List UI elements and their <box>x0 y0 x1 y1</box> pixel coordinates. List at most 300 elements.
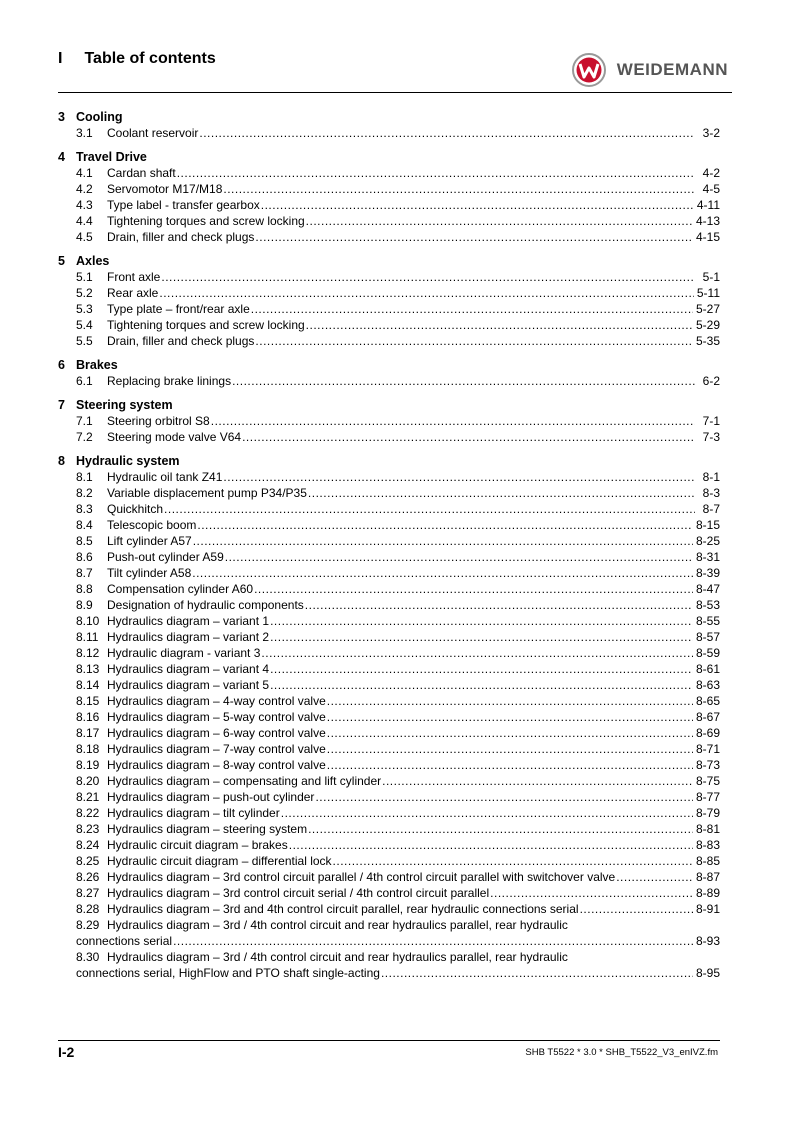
entry-body <box>107 269 720 285</box>
entry-line-2 <box>58 965 720 981</box>
toc-entry[interactable] <box>58 565 720 581</box>
page-header <box>58 48 728 92</box>
entry-body <box>107 501 720 517</box>
entry-page: 8-91 <box>695 902 720 916</box>
chapter-title: Cooling <box>76 110 123 124</box>
entry-number: 8.20 <box>76 774 100 788</box>
entry-number: 4.3 <box>76 198 93 212</box>
entry-number: 8.6 <box>76 550 93 564</box>
dot-leader <box>199 125 695 141</box>
entry-title: Steering orbitrol S8 <box>107 414 210 428</box>
entry-page: 3-2 <box>702 126 720 140</box>
entry-title: Designation of hydraulic components <box>107 598 304 612</box>
dot-leader <box>159 285 694 301</box>
entry-page: 8-1 <box>702 470 720 484</box>
entry-body <box>107 661 720 677</box>
entry-body <box>107 773 720 789</box>
toc-entry[interactable] <box>58 229 720 245</box>
document-id: SHB T5522 * 3.0 * SHB_T5522_V3_enIVZ.fm <box>525 1047 718 1058</box>
entry-title: Hydraulic diagram - variant 3 <box>107 646 261 660</box>
entry-page: 5-35 <box>695 334 720 348</box>
entry-number: 8.27 <box>76 886 100 900</box>
entry-body <box>107 805 720 821</box>
chapter-heading[interactable] <box>58 397 720 413</box>
entry-title: Hydraulics diagram – variant 2 <box>107 630 270 644</box>
entry-body <box>107 165 720 181</box>
entry-body <box>107 517 720 533</box>
toc-entry[interactable] <box>58 373 720 389</box>
section-letter: I <box>58 50 63 67</box>
toc-chapter <box>58 149 720 245</box>
toc-entry[interactable] <box>58 213 720 229</box>
toc-entry[interactable] <box>58 429 720 445</box>
entry-line-1 <box>58 917 720 933</box>
entry-number: 5.4 <box>76 318 93 332</box>
toc-entry[interactable] <box>58 181 720 197</box>
toc-entry[interactable] <box>58 869 720 885</box>
entry-title: Hydraulics diagram – steering system <box>107 822 308 836</box>
entry-number: 8.30 <box>76 950 100 964</box>
chapter-number: 7 <box>58 398 65 412</box>
entry-title: Coolant reservoir <box>107 126 199 140</box>
entry-page: 8-85 <box>695 854 720 868</box>
entry-title: Cardan shaft <box>107 166 176 180</box>
toc-entry[interactable] <box>58 837 720 853</box>
toc-entry[interactable] <box>58 661 720 677</box>
entry-number: 8.24 <box>76 838 100 852</box>
entry-page: 8-47 <box>695 582 720 596</box>
entry-page: 5-29 <box>695 318 720 332</box>
entry-title: Hydraulics diagram – 6-way control valve <box>107 726 326 740</box>
entry-number: 8.13 <box>76 662 100 676</box>
entry-body <box>107 869 720 885</box>
entry-page: 8-79 <box>695 806 720 820</box>
entry-page: 8-73 <box>695 758 720 772</box>
dot-leader <box>225 549 693 565</box>
entry-title: Servomotor M17/M18 <box>107 182 223 196</box>
dot-leader <box>580 901 693 917</box>
entry-body <box>107 741 720 757</box>
entry-number: 8.2 <box>76 486 93 500</box>
entry-body <box>107 197 720 213</box>
entry-title: Drain, filler and check plugs <box>107 230 255 244</box>
entry-page: 8-39 <box>695 566 720 580</box>
entry-body <box>76 965 720 981</box>
toc-entry[interactable] <box>58 885 720 901</box>
toc-entry[interactable] <box>58 613 720 629</box>
dot-leader <box>327 709 693 725</box>
dot-leader <box>281 805 693 821</box>
entry-body <box>107 317 720 333</box>
entry-page: 8-59 <box>695 646 720 660</box>
weidemann-logo <box>571 52 728 88</box>
entry-number: 6.1 <box>76 374 93 388</box>
toc-entry[interactable] <box>58 741 720 757</box>
entry-body <box>107 725 720 741</box>
entry-body <box>107 597 720 613</box>
toc-entry[interactable] <box>58 805 720 821</box>
page-number: I-2 <box>58 1044 75 1060</box>
entry-number: 8.15 <box>76 694 100 708</box>
entry-title: Type label - transfer gearbox <box>107 198 260 212</box>
entry-number: 8.19 <box>76 758 100 772</box>
entry-page: 8-65 <box>695 694 720 708</box>
dot-leader <box>261 197 694 213</box>
toc-entry[interactable] <box>58 709 720 725</box>
chapter-heading[interactable] <box>58 109 720 125</box>
dot-leader <box>306 317 693 333</box>
entry-title-line-1: Hydraulics diagram – 3rd / 4th control circuit and rear hydraulics parallel, rear hydraulic <box>107 950 568 964</box>
entry-title: Hydraulics diagram – 8-way control valve <box>107 758 326 772</box>
entry-body <box>107 413 720 429</box>
dot-leader <box>270 613 693 629</box>
toc-entry[interactable] <box>58 693 720 709</box>
entry-page: 8-87 <box>695 870 720 884</box>
entry-title: Hydraulics diagram – 5-way control valve <box>107 710 326 724</box>
entry-number: 8.14 <box>76 678 100 692</box>
toc-entry[interactable] <box>58 413 720 429</box>
entry-page: 8-55 <box>695 614 720 628</box>
entry-number: 8.4 <box>76 518 93 532</box>
entry-number: 8.21 <box>76 790 100 804</box>
entry-body <box>107 885 720 901</box>
toc-entry[interactable] <box>58 285 720 301</box>
footer-rule <box>58 1040 720 1041</box>
entry-number: 8.9 <box>76 598 93 612</box>
entry-number: 8.17 <box>76 726 100 740</box>
toc-entry[interactable] <box>58 301 720 317</box>
toc-entry[interactable] <box>58 501 720 517</box>
entry-number: 8.25 <box>76 854 100 868</box>
entry-number: 8.12 <box>76 646 100 660</box>
entry-body <box>107 285 720 301</box>
entry-number: 8.11 <box>76 630 99 644</box>
chapter-heading[interactable] <box>58 149 720 165</box>
entry-number: 4.4 <box>76 214 93 228</box>
toc-entry[interactable] <box>58 333 720 349</box>
chapter-number: 4 <box>58 150 65 164</box>
entry-title: Hydraulics diagram – 4-way control valve <box>107 694 326 708</box>
entry-page: 5-11 <box>696 286 720 300</box>
entry-title: Hydraulic circuit diagram – brakes <box>107 838 288 852</box>
entry-page: 4-13 <box>695 214 720 228</box>
entry-title: Hydraulics diagram – compensating and lift cylinder <box>107 774 382 788</box>
dot-leader <box>193 533 693 549</box>
entry-title: Hydraulics diagram – 3rd control circuit parallel / 4th control circuit parallel with switchover valve <box>107 870 616 884</box>
dot-leader <box>490 885 693 901</box>
title-text: Table of contents <box>84 50 216 67</box>
toc-entry[interactable] <box>58 645 720 661</box>
toc-entry[interactable] <box>58 269 720 285</box>
entry-page: 8-69 <box>695 726 720 740</box>
entry-title: Tightening torques and screw locking <box>107 214 305 228</box>
dot-leader <box>223 469 695 485</box>
entry-page: 4-5 <box>702 182 720 196</box>
dot-leader <box>315 789 693 805</box>
entry-body <box>107 485 720 501</box>
entry-title: Hydraulic oil tank Z41 <box>107 470 223 484</box>
entry-body <box>107 789 720 805</box>
entry-title: Hydraulics diagram – variant 1 <box>107 614 270 628</box>
toc-entry[interactable] <box>58 789 720 805</box>
entry-number: 4.1 <box>76 166 93 180</box>
entry-body <box>107 901 720 917</box>
entry-body <box>107 333 720 349</box>
entry-title: Hydraulics diagram – 7-way control valve <box>107 742 326 756</box>
dot-leader <box>177 165 695 181</box>
entry-title: Telescopic boom <box>107 518 197 532</box>
entry-number: 4.5 <box>76 230 93 244</box>
dot-leader <box>164 501 695 517</box>
dot-leader <box>270 677 693 693</box>
entry-title: Front axle <box>107 270 161 284</box>
entry-title-line-1: Hydraulics diagram – 3rd / 4th control circuit and rear hydraulics parallel, rear hydraulic <box>107 918 568 932</box>
dot-leader <box>173 933 693 949</box>
entry-title: Rear axle <box>107 286 159 300</box>
entry-page: 8-93 <box>695 934 720 948</box>
dot-leader <box>308 485 695 501</box>
entry-title: Hydraulics diagram – 3rd and 4th control circuit parallel, rear hydraulic connections serial <box>107 902 579 916</box>
toc-chapter <box>58 357 720 389</box>
entry-body <box>107 469 720 485</box>
entry-title: Tilt cylinder A58 <box>107 566 192 580</box>
page-title <box>58 50 216 68</box>
chapter-number: 6 <box>58 358 65 372</box>
entry-title: Push-out cylinder A59 <box>107 550 224 564</box>
entry-number: 8.5 <box>76 534 93 548</box>
entry-title: Hydraulics diagram – variant 5 <box>107 678 270 692</box>
entry-page: 4-2 <box>702 166 720 180</box>
entry-number: 8.23 <box>76 822 100 836</box>
entry-body <box>107 757 720 773</box>
toc-entry[interactable] <box>58 549 720 565</box>
entry-title: Hydraulics diagram – variant 4 <box>107 662 270 676</box>
entry-title: Compensation cylinder A60 <box>107 582 254 596</box>
dot-leader <box>254 581 693 597</box>
toc-entry[interactable] <box>58 853 720 869</box>
chapter-title: Steering system <box>76 398 173 412</box>
chapter-title: Brakes <box>76 358 118 372</box>
toc-entry[interactable] <box>58 677 720 693</box>
toc-entry[interactable] <box>58 317 720 333</box>
entry-title: Hydraulic circuit diagram – differential lock <box>107 854 332 868</box>
toc-entry[interactable] <box>58 469 720 485</box>
entry-page: 8-61 <box>695 662 720 676</box>
entry-page: 4-11 <box>696 198 720 212</box>
entry-page: 8-53 <box>695 598 720 612</box>
toc-chapter <box>58 453 720 981</box>
chapter-number: 8 <box>58 454 65 468</box>
dot-leader <box>327 757 693 773</box>
entry-body <box>107 837 720 853</box>
dot-leader <box>251 301 693 317</box>
toc-entry[interactable] <box>58 517 720 533</box>
dot-leader <box>333 853 693 869</box>
entry-number: 8.8 <box>76 582 93 596</box>
entry-title: Steering mode valve V64 <box>107 430 242 444</box>
entry-body <box>107 853 720 869</box>
table-of-contents <box>58 109 720 989</box>
entry-page: 8-15 <box>695 518 720 532</box>
toc-entry[interactable] <box>58 581 720 597</box>
entry-page: 5-27 <box>695 302 720 316</box>
dot-leader <box>270 629 693 645</box>
entry-body <box>107 565 720 581</box>
toc-entry[interactable] <box>58 485 720 501</box>
dot-leader <box>381 965 693 981</box>
dot-leader <box>327 725 693 741</box>
entry-line-2 <box>58 933 720 949</box>
entry-number: 8.1 <box>76 470 93 484</box>
entry-title: Lift cylinder A57 <box>107 534 192 548</box>
entry-page: 8-75 <box>695 774 720 788</box>
entry-page: 5-1 <box>702 270 720 284</box>
entry-number: 5.1 <box>76 270 93 284</box>
entry-title: Hydraulics diagram – 3rd control circuit serial / 4th control circuit parallel <box>107 886 490 900</box>
dot-leader <box>197 517 693 533</box>
toc-entry[interactable] <box>58 725 720 741</box>
chapter-title: Travel Drive <box>76 150 147 164</box>
entry-page: 8-95 <box>695 966 720 980</box>
toc-entry[interactable] <box>58 629 720 645</box>
entry-body <box>107 581 720 597</box>
toc-entry[interactable] <box>58 821 720 837</box>
toc-entry[interactable] <box>58 165 720 181</box>
entry-title-line-2: connections serial <box>76 934 173 948</box>
entry-body <box>107 373 720 389</box>
dot-leader <box>223 181 695 197</box>
dot-leader <box>327 693 693 709</box>
entry-number: 8.3 <box>76 502 93 516</box>
toc-entry-wrapped[interactable] <box>58 949 720 981</box>
entry-page: 8-83 <box>695 838 720 852</box>
dot-leader <box>270 661 693 677</box>
entry-page: 6-2 <box>702 374 720 388</box>
entry-page: 8-3 <box>702 486 720 500</box>
entry-body <box>107 693 720 709</box>
chapter-heading[interactable] <box>58 253 720 269</box>
toc-chapter <box>58 397 720 445</box>
entry-body <box>107 821 720 837</box>
entry-page: 8-63 <box>695 678 720 692</box>
entry-page: 7-3 <box>702 430 720 444</box>
entry-body <box>107 429 720 445</box>
entry-number: 8.18 <box>76 742 100 756</box>
entry-body <box>107 709 720 725</box>
toc-entry[interactable] <box>58 597 720 613</box>
header-rule <box>58 92 732 93</box>
entry-page: 8-31 <box>695 550 720 564</box>
dot-leader <box>308 821 693 837</box>
entry-body <box>107 213 720 229</box>
entry-title: Tightening torques and screw locking <box>107 318 305 332</box>
entry-line-1 <box>58 949 720 965</box>
entry-page: 8-81 <box>695 822 720 836</box>
entry-title: Hydraulics diagram – tilt cylinder <box>107 806 280 820</box>
entry-title: Quickhitch <box>107 502 164 516</box>
entry-number: 7.1 <box>76 414 93 428</box>
entry-body <box>107 229 720 245</box>
entry-title: Variable displacement pump P34/P35 <box>107 486 307 500</box>
entry-page: 4-15 <box>695 230 720 244</box>
entry-page: 8-77 <box>695 790 720 804</box>
toc-entry[interactable] <box>58 197 720 213</box>
entry-number: 8.29 <box>76 918 100 932</box>
toc-entry[interactable] <box>58 757 720 773</box>
chapter-number: 5 <box>58 254 65 268</box>
toc-entry-wrapped[interactable] <box>58 917 720 949</box>
toc-entry[interactable] <box>58 773 720 789</box>
dot-leader <box>306 213 693 229</box>
dot-leader <box>616 869 693 885</box>
entry-page: 8-71 <box>695 742 720 756</box>
entry-number: 8.10 <box>76 614 100 628</box>
weidemann-logo-icon <box>571 52 607 88</box>
dot-leader <box>255 229 693 245</box>
dot-leader <box>242 429 695 445</box>
chapter-title: Hydraulic system <box>76 454 180 468</box>
chapter-heading[interactable] <box>58 357 720 373</box>
toc-entry[interactable] <box>58 125 720 141</box>
entry-title: Drain, filler and check plugs <box>107 334 255 348</box>
dot-leader <box>261 645 693 661</box>
entry-body <box>107 301 720 317</box>
dot-leader <box>255 333 693 349</box>
toc-chapter <box>58 253 720 349</box>
entry-body <box>76 933 720 949</box>
dot-leader <box>327 741 693 757</box>
entry-number: 7.2 <box>76 430 93 444</box>
entry-number: 8.16 <box>76 710 100 724</box>
entry-body <box>107 645 720 661</box>
entry-title: Type plate – front/rear axle <box>107 302 250 316</box>
toc-chapter <box>58 109 720 141</box>
brand-name: WEIDEMANN <box>616 60 728 79</box>
entry-body <box>107 549 720 565</box>
dot-leader <box>232 373 695 389</box>
entry-body <box>107 629 720 645</box>
dot-leader <box>382 773 693 789</box>
entry-number: 8.22 <box>76 806 100 820</box>
entry-number: 5.3 <box>76 302 93 316</box>
dot-leader <box>289 837 693 853</box>
entry-number: 8.28 <box>76 902 100 916</box>
chapter-title: Axles <box>76 254 110 268</box>
toc-entry[interactable] <box>58 901 720 917</box>
dot-leader <box>305 597 693 613</box>
entry-page: 8-25 <box>695 534 720 548</box>
entry-page: 8-7 <box>702 502 720 516</box>
entry-number: 5.2 <box>76 286 93 300</box>
entry-page: 7-1 <box>702 414 720 428</box>
entry-body <box>107 613 720 629</box>
toc-entry[interactable] <box>58 533 720 549</box>
chapter-number: 3 <box>58 110 65 124</box>
entry-number: 3.1 <box>76 126 93 140</box>
entry-page: 8-57 <box>695 630 720 644</box>
dot-leader <box>161 269 695 285</box>
entry-body <box>107 533 720 549</box>
entry-title: Replacing brake linings <box>107 374 232 388</box>
entry-number: 5.5 <box>76 334 93 348</box>
entry-number: 8.26 <box>76 870 100 884</box>
entry-page: 8-67 <box>695 710 720 724</box>
entry-title-line-2: connections serial, HighFlow and PTO shaft single-acting <box>76 966 380 980</box>
dot-leader <box>192 565 693 581</box>
chapter-heading[interactable] <box>58 453 720 469</box>
entry-body <box>107 125 720 141</box>
entry-number: 8.7 <box>76 566 93 580</box>
